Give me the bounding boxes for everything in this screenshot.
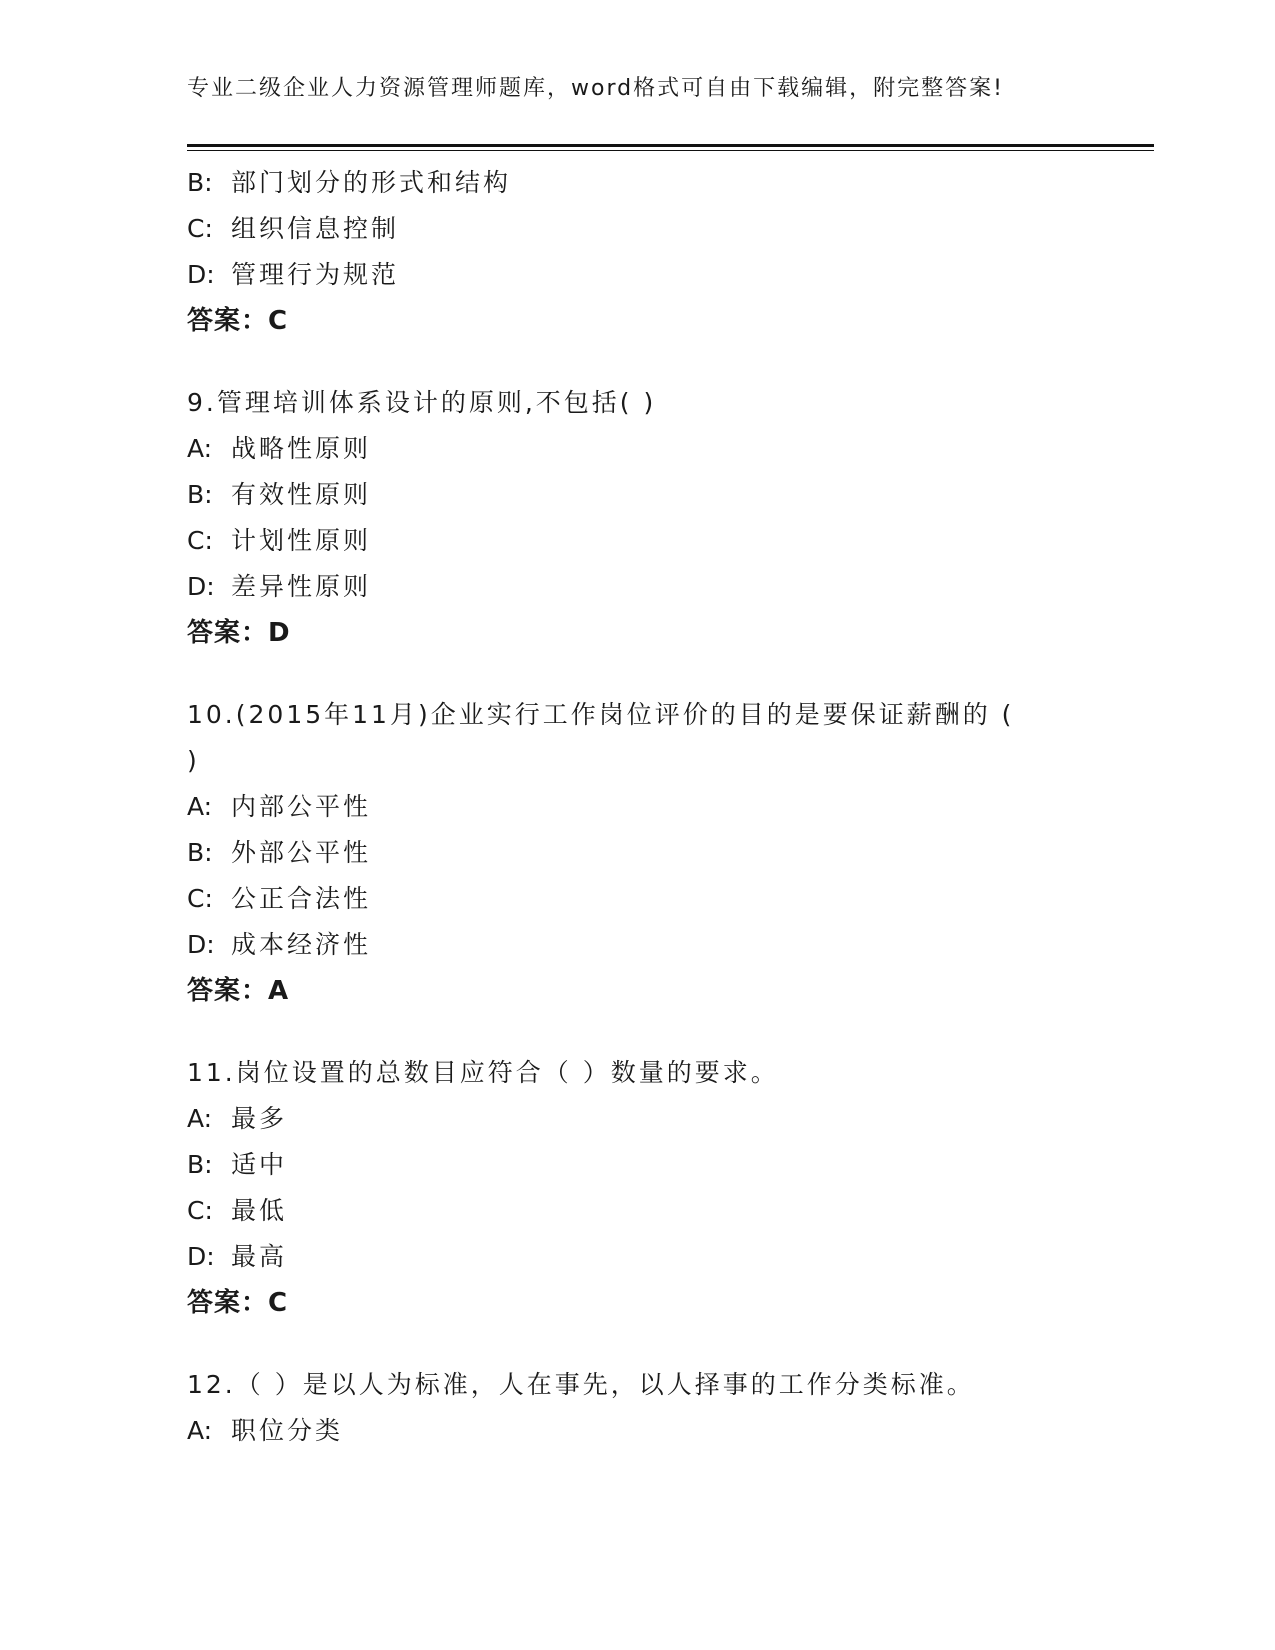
option-text: 职位分类 [231, 1416, 344, 1445]
option-letter: B: [187, 838, 213, 867]
option-text: 内部公平性 [231, 792, 372, 821]
option-letter: C: [187, 884, 213, 913]
option-item [187, 1234, 1087, 1280]
option-item [187, 1142, 1087, 1188]
block-spacer [187, 344, 1087, 380]
option-text: 公正合法性 [231, 884, 372, 913]
option-letter: D: [187, 260, 215, 289]
block-spacer [187, 656, 1087, 692]
option-text: 外部公平性 [231, 838, 372, 867]
option-letter: D: [187, 930, 215, 959]
option-item [187, 830, 1087, 876]
question-list [187, 160, 1087, 1454]
option-text: 管理行为规范 [231, 260, 400, 289]
answer-text: 答案：A [187, 976, 290, 1006]
answer-text: 答案：C [187, 1288, 289, 1318]
question-text: 11.岗位设置的总数目应符合（ ）数量的要求。 [187, 1058, 779, 1087]
question-block [187, 1362, 1087, 1454]
question-block [187, 160, 1087, 344]
option-text: 战略性原则 [231, 434, 372, 463]
option-item [187, 206, 1087, 252]
answer-text: 答案：C [187, 306, 289, 336]
option-letter: B: [187, 168, 213, 197]
option-letter: C: [187, 214, 213, 243]
option-text: 差异性原则 [231, 572, 372, 601]
option-text: 最多 [231, 1104, 288, 1133]
page-header: 专业二级企业人力资源管理师题库，word格式可自由下载编辑，附完整答案! [187, 76, 1004, 101]
question-text: ) [187, 746, 200, 775]
answer-text: 答案：D [187, 618, 291, 648]
option-text: 适中 [231, 1150, 288, 1179]
option-item [187, 1188, 1087, 1234]
option-letter: A: [187, 1416, 213, 1445]
question-text: 9.管理培训体系设计的原则,不包括( ) [187, 388, 657, 417]
block-spacer [187, 1014, 1087, 1050]
option-letter: C: [187, 526, 213, 555]
option-letter: B: [187, 480, 213, 509]
option-letter: D: [187, 572, 215, 601]
option-item [187, 252, 1087, 298]
option-letter: B: [187, 1150, 213, 1179]
option-text: 成本经济性 [231, 930, 372, 959]
option-item [187, 518, 1087, 564]
option-item [187, 1096, 1087, 1142]
option-text: 组织信息控制 [231, 214, 400, 243]
header-rule-thick [187, 144, 1154, 147]
header-rule-thin [187, 150, 1154, 151]
option-item [187, 160, 1087, 206]
question-block [187, 1050, 1087, 1326]
option-letter: A: [187, 1104, 213, 1133]
question-block [187, 380, 1087, 656]
option-item [187, 784, 1087, 830]
question-text: 10.(2015年11月)企业实行工作岗位评价的目的是要保证薪酬的 ( [187, 700, 1015, 729]
option-text: 计划性原则 [231, 526, 372, 555]
option-item [187, 876, 1087, 922]
question-text: 12.（ ）是以人为标准，人在事先，以人择事的工作分类标准。 [187, 1370, 975, 1399]
option-item [187, 1408, 1087, 1454]
question-block [187, 692, 1087, 1014]
option-letter: A: [187, 792, 213, 821]
option-item [187, 472, 1087, 518]
option-letter: D: [187, 1242, 215, 1271]
option-item [187, 564, 1087, 610]
block-spacer [187, 1326, 1087, 1362]
option-item [187, 426, 1087, 472]
option-item [187, 922, 1087, 968]
option-text: 最低 [231, 1196, 288, 1225]
option-letter: C: [187, 1196, 213, 1225]
option-text: 最高 [231, 1242, 288, 1271]
option-text: 部门划分的形式和结构 [231, 168, 512, 197]
option-letter: A: [187, 434, 213, 463]
option-text: 有效性原则 [231, 480, 372, 509]
